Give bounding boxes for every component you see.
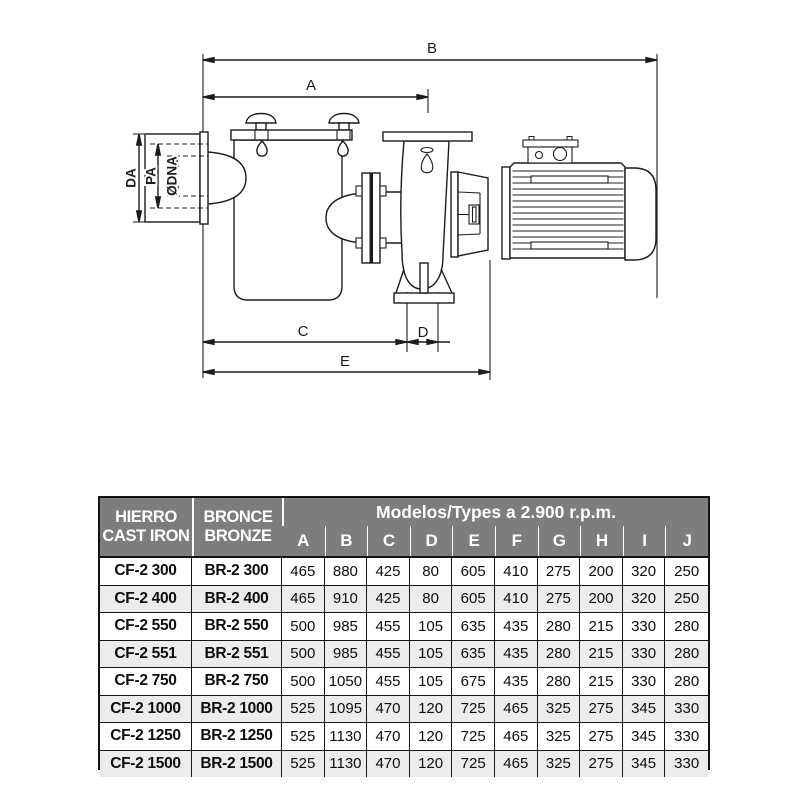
dim-label-da: DA bbox=[123, 168, 139, 188]
value-cell-j: 250 bbox=[674, 562, 700, 580]
value-cell-b: 1130 bbox=[325, 751, 368, 778]
value-cell-a: 500 bbox=[282, 668, 325, 695]
table-row bbox=[100, 558, 708, 586]
value-cell-h: 200 bbox=[580, 558, 623, 585]
dim-label-e: E bbox=[339, 353, 351, 370]
value-cell-b: 985 bbox=[325, 641, 368, 668]
iron-model-cell: CF-2 551 bbox=[100, 641, 192, 668]
motor bbox=[502, 137, 656, 261]
dim-label-pa: PA bbox=[143, 167, 159, 185]
dim-column-header-g: G bbox=[538, 526, 581, 556]
value-cell-h: 200 bbox=[580, 586, 623, 613]
value-cell-c: 470 bbox=[367, 696, 410, 723]
value-cell-h: 215 bbox=[580, 641, 623, 668]
table-row bbox=[100, 641, 708, 669]
bronze-model-cell: BR-2 400 bbox=[192, 586, 282, 613]
value-cell-f: 435 bbox=[495, 641, 538, 668]
bronze-model-cell: BR-2 551 bbox=[192, 641, 282, 668]
value-cell-e: 635 bbox=[452, 613, 495, 640]
value-cell-b: 1130 bbox=[325, 723, 368, 750]
table-row bbox=[100, 696, 708, 724]
iron-header-line1: HIERRO bbox=[115, 508, 177, 526]
value-cell-d: 80 bbox=[410, 586, 453, 613]
value-cell-d: 105 bbox=[410, 641, 453, 668]
value-cell-g: 280 bbox=[538, 641, 581, 668]
dim-label-a: A bbox=[305, 77, 317, 94]
value-cell-f: 435 bbox=[495, 613, 538, 640]
value-cell-h: 215 bbox=[580, 668, 623, 695]
value-cell-b: 1095 bbox=[325, 696, 368, 723]
dimension-d bbox=[407, 340, 450, 345]
value-cell-c: 470 bbox=[367, 723, 410, 750]
value-cell-c: 455 bbox=[367, 613, 410, 640]
value-cell-b: 880 bbox=[325, 558, 368, 585]
value-cell-i: 345 bbox=[623, 696, 666, 723]
bronze-model-cell: BR-2 750 bbox=[192, 668, 282, 695]
dim-column-header-f: F bbox=[495, 526, 538, 556]
dim-column-header-h: H bbox=[580, 526, 623, 556]
value-cell-j: 330 bbox=[674, 727, 700, 745]
iron-model-cell: CF-2 300 bbox=[100, 558, 192, 585]
value-cell-g: 275 bbox=[538, 586, 581, 613]
dimension-e bbox=[203, 370, 490, 375]
value-cell-g: 280 bbox=[538, 613, 581, 640]
value-cell-g: 275 bbox=[538, 558, 581, 585]
value-cell-e: 605 bbox=[452, 558, 495, 585]
value-cell-e: 635 bbox=[452, 641, 495, 668]
value-cell-f: 465 bbox=[495, 723, 538, 750]
value-cell-i: 330 bbox=[623, 613, 666, 640]
dim-column-header-a: A bbox=[297, 531, 310, 550]
table-row bbox=[100, 668, 708, 696]
table-row bbox=[100, 586, 708, 614]
value-cell-b: 1050 bbox=[325, 668, 368, 695]
value-cell-c: 425 bbox=[367, 558, 410, 585]
table-row bbox=[100, 723, 708, 751]
dimension-c bbox=[203, 340, 407, 345]
value-cell-f: 465 bbox=[495, 696, 538, 723]
bronze-model-cell: BR-2 1000 bbox=[192, 696, 282, 723]
value-cell-i: 320 bbox=[623, 586, 666, 613]
value-cell-d: 120 bbox=[410, 751, 453, 778]
iron-model-cell: CF-2 550 bbox=[100, 613, 192, 640]
value-cell-h: 275 bbox=[580, 751, 623, 778]
value-cell-i: 320 bbox=[623, 558, 666, 585]
value-cell-j: 280 bbox=[674, 672, 700, 690]
value-cell-g: 325 bbox=[538, 723, 581, 750]
value-cell-h: 215 bbox=[580, 613, 623, 640]
value-cell-b: 910 bbox=[325, 586, 368, 613]
bronze-model-cell: BR-2 300 bbox=[192, 558, 282, 585]
value-cell-h: 275 bbox=[580, 723, 623, 750]
table-row bbox=[100, 751, 708, 778]
terminal-box bbox=[523, 137, 578, 164]
bronze-model-cell: BR-2 550 bbox=[192, 613, 282, 640]
dim-column-header-e: E bbox=[452, 526, 495, 556]
value-cell-i: 345 bbox=[623, 751, 666, 778]
dim-label-d: D bbox=[417, 324, 429, 341]
value-cell-d: 105 bbox=[410, 668, 453, 695]
value-cell-j: 250 bbox=[674, 590, 700, 608]
value-cell-e: 725 bbox=[452, 723, 495, 750]
dim-label-dna: ØDNA bbox=[164, 156, 180, 196]
value-cell-d: 120 bbox=[410, 723, 453, 750]
value-cell-g: 280 bbox=[538, 668, 581, 695]
value-cell-a: 525 bbox=[282, 723, 325, 750]
dim-label-b: B bbox=[426, 40, 438, 57]
table-row bbox=[100, 613, 708, 641]
value-cell-i: 330 bbox=[623, 668, 666, 695]
value-cell-c: 470 bbox=[367, 751, 410, 778]
value-cell-a: 525 bbox=[282, 751, 325, 778]
iron-model-cell: CF-2 400 bbox=[100, 586, 192, 613]
value-cell-g: 325 bbox=[538, 751, 581, 778]
bronze-header-line1: BRONCE bbox=[203, 508, 273, 526]
bronze-column-header bbox=[192, 498, 282, 556]
iron-model-cell: CF-2 1500 bbox=[100, 751, 192, 778]
iron-model-cell: CF-2 1250 bbox=[100, 723, 192, 750]
value-cell-b: 985 bbox=[325, 613, 368, 640]
value-cell-j: 330 bbox=[674, 700, 700, 718]
dim-column-header-d: D bbox=[410, 526, 453, 556]
dimension-a bbox=[203, 95, 428, 100]
value-cell-e: 605 bbox=[452, 586, 495, 613]
value-cell-c: 455 bbox=[367, 641, 410, 668]
dim-column-header-i: I bbox=[623, 526, 666, 556]
value-cell-f: 410 bbox=[495, 586, 538, 613]
value-cell-d: 80 bbox=[410, 558, 453, 585]
iron-model-cell: CF-2 1000 bbox=[100, 696, 192, 723]
iron-model-cell: CF-2 750 bbox=[100, 668, 192, 695]
dim-column-header-b: B bbox=[325, 526, 368, 556]
dimensions-table bbox=[98, 496, 710, 773]
value-cell-e: 725 bbox=[452, 751, 495, 778]
value-cell-f: 465 bbox=[495, 751, 538, 778]
value-cell-a: 500 bbox=[282, 641, 325, 668]
dim-column-header-j: J bbox=[665, 526, 708, 556]
models-group-header: Modelos/Types a 2.900 r.p.m. bbox=[282, 498, 708, 526]
value-cell-d: 105 bbox=[410, 613, 453, 640]
value-cell-a: 500 bbox=[282, 613, 325, 640]
value-cell-i: 345 bbox=[623, 723, 666, 750]
table-body bbox=[100, 558, 708, 777]
value-cell-i: 330 bbox=[623, 641, 666, 668]
value-cell-d: 120 bbox=[410, 696, 453, 723]
value-cell-f: 435 bbox=[495, 668, 538, 695]
value-cell-e: 725 bbox=[452, 696, 495, 723]
coupling-flange bbox=[356, 173, 407, 263]
dimension-b bbox=[203, 58, 657, 63]
strainer-pot bbox=[208, 140, 362, 300]
value-cell-c: 425 bbox=[367, 586, 410, 613]
value-cell-j: 280 bbox=[674, 645, 700, 663]
dim-label-c: C bbox=[297, 323, 309, 340]
dim-column-header-c: C bbox=[367, 526, 410, 556]
value-cell-a: 525 bbox=[282, 696, 325, 723]
bronze-model-cell: BR-2 1250 bbox=[192, 723, 282, 750]
table-header bbox=[100, 498, 708, 558]
value-cell-a: 465 bbox=[282, 586, 325, 613]
iron-header-line2: CAST IRON bbox=[102, 527, 190, 545]
motor-adapter bbox=[451, 172, 488, 257]
bronze-header-line2: BRONZE bbox=[204, 527, 272, 545]
value-cell-f: 410 bbox=[495, 558, 538, 585]
value-cell-c: 455 bbox=[367, 668, 410, 695]
value-cell-a: 465 bbox=[282, 558, 325, 585]
iron-column-header bbox=[100, 498, 192, 556]
value-cell-j: 280 bbox=[674, 617, 700, 635]
value-cell-j: 330 bbox=[674, 755, 700, 773]
value-cell-g: 325 bbox=[538, 696, 581, 723]
bronze-model-cell: BR-2 1500 bbox=[192, 751, 282, 778]
value-cell-e: 675 bbox=[452, 668, 495, 695]
value-cell-h: 275 bbox=[580, 696, 623, 723]
